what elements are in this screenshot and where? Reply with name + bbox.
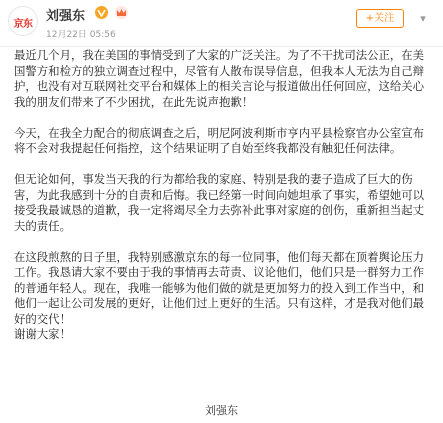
avatar-logo-text: 京东 [13,19,33,30]
crown-icon [115,6,128,19]
post-header [0,0,443,46]
avatar[interactable] [8,6,38,36]
verified-v-icon [95,6,108,19]
signature: 刘强东 [205,404,238,417]
paragraph-2: 今天，在我全力配合的彻底调查之后，明尼阿波利斯市亨内平县检察官办公室宣布将不会对我提起任何指控，这个结果证明了自始至终我都没有触犯任何法律。 [14,125,425,155]
post-timestamp: 12月22日 05:56 [46,30,116,40]
closing-line: 谢谢大家！ [14,327,71,341]
paragraph-1: 最近几个月，我在美国的事情受到了大家的广泛关注。为了不干扰司法公正，在美国警方和检方的独立调查过程中，尽管有人散布误导信息，但我本人无法为自己辩护，也没有对互联网社交平台和媒体上的相关言论与报道做出任何回应，这给关心我的朋友们带来了不少困扰，在此先说声抱歉！ [14,48,425,109]
paragraph-3: 但无论如何，事发当天我的行为都给我的家庭、特别是我的妻子造成了巨大的伤害，为此我感到十分的自责和后悔。我已经第一时间向她坦承了事实，希望她可以接受我最诚恳的道歉，我一定将竭尽全力去弥补此事对家庭的创伤，重新担当起丈夫的责任。 [14,172,425,233]
chevron-down-icon[interactable]: ▾ [420,12,426,25]
header-divider [0,46,443,47]
user-badges [95,6,130,20]
paragraph-4: 在这段煎熬的日子里，我特别感激京东的每一位同事，他们每天都在顶着舆论压力工作。我恳请大家不要由于我的事情再去苛责、议论他们，他们只是一群努力工作的普通年轻人。现在，我唯一能够为他们做的就是更加努力的投入到工作当中，和他们一起让公司发展的更好，让他们过上更好的生活。只有这样，才是我对他们最好的交代！ [14,249,425,326]
follow-button[interactable]: +关注 [356,9,404,28]
post-body [14,48,432,343]
author-name[interactable]: 刘强东 [46,9,86,24]
